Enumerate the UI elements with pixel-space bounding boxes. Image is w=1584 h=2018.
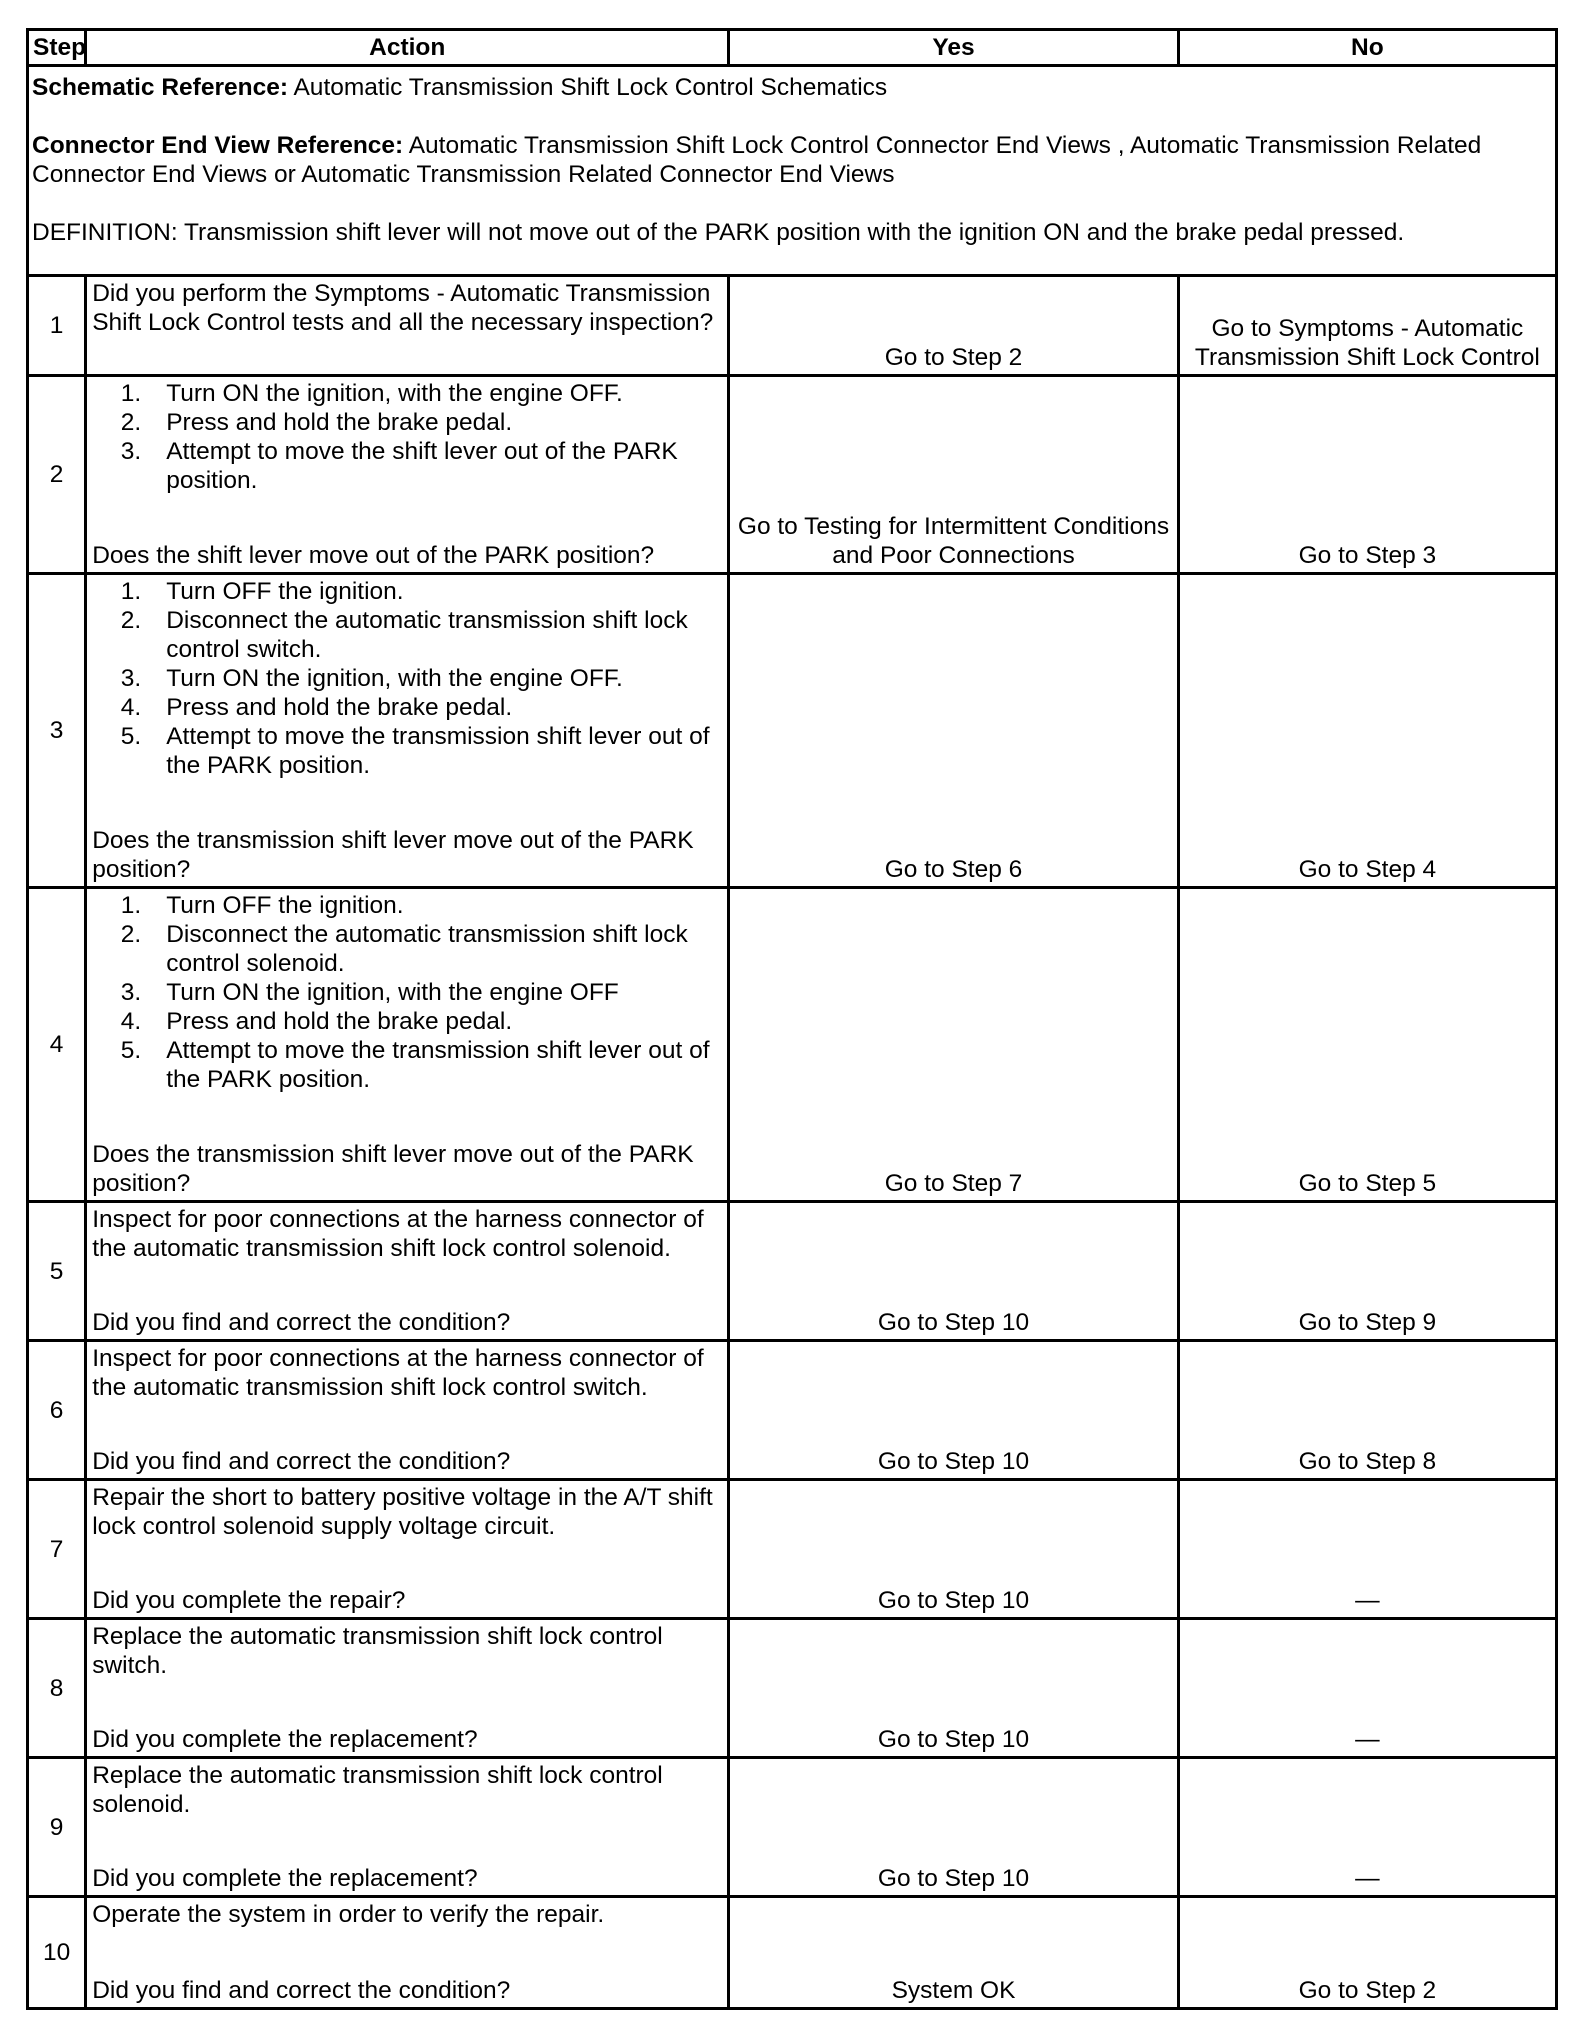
- diagnostic-table: [26, 28, 1558, 2010]
- action-instructions: [92, 379, 722, 495]
- action-content: [92, 1900, 722, 2005]
- action-question: Does the shift lever move out of the PARK position?: [92, 542, 655, 569]
- procedure-item-number: 2.: [120, 921, 142, 948]
- step-number: 9: [28, 1758, 86, 1897]
- yes-result: Go to Testing for Intermittent Conditions and Poor Connections: [729, 376, 1178, 574]
- reference-cell: [28, 66, 1557, 276]
- action-cell: [86, 1202, 729, 1341]
- action-cell: [86, 1619, 729, 1758]
- no-result: —: [1178, 1758, 1556, 1897]
- procedure-item-text: Disconnect the automatic transmission shift lock control switch.: [166, 607, 688, 663]
- procedure-item: [92, 891, 722, 920]
- action-cell: [86, 1480, 729, 1619]
- header-no: No: [1178, 30, 1556, 66]
- step-number: 10: [28, 1897, 86, 2009]
- procedure-item-number: 4.: [120, 694, 142, 721]
- procedure-list: [92, 577, 722, 780]
- action-instructions: [92, 1205, 722, 1263]
- header-row: [28, 30, 1557, 66]
- procedure-item: [92, 408, 722, 437]
- action-intro: Replace the automatic transmission shift lock control solenoid.: [92, 1762, 663, 1818]
- connector-reference-label: Connector End View Reference:: [32, 132, 404, 159]
- procedure-item: [92, 693, 722, 722]
- action-instructions: [92, 1483, 722, 1541]
- no-result: —: [1178, 1619, 1556, 1758]
- action-instructions: [92, 577, 722, 780]
- table-row: [28, 276, 1557, 376]
- table-row: [28, 1202, 1557, 1341]
- yes-result: Go to Step 6: [729, 574, 1178, 888]
- action-instructions: [92, 1761, 722, 1819]
- procedure-item: [92, 664, 722, 693]
- no-result: Go to Symptoms - Automatic Transmission Shift Lock Control: [1178, 276, 1556, 376]
- table-row: [28, 1758, 1557, 1897]
- connector-reference: [32, 131, 1552, 189]
- procedure-item: [92, 577, 722, 606]
- step-number: 1: [28, 276, 86, 376]
- yes-result: Go to Step 2: [729, 276, 1178, 376]
- action-question: Did you complete the replacement?: [92, 1726, 478, 1753]
- procedure-list: [92, 379, 722, 495]
- action-content: [92, 1622, 722, 1754]
- no-result: —: [1178, 1480, 1556, 1619]
- no-result: Go to Step 8: [1178, 1341, 1556, 1480]
- definition-text: DEFINITION: Transmission shift lever will not move out of the PARK position with the ignition ON and the brake pedal pressed.: [32, 219, 1405, 246]
- procedure-item-text: Turn OFF the ignition.: [166, 892, 404, 919]
- step-number: 2: [28, 376, 86, 574]
- action-instructions: [92, 1900, 722, 1929]
- schematic-reference-label: Schematic Reference:: [32, 74, 289, 101]
- table-row: [28, 888, 1557, 1202]
- procedure-item-text: Turn ON the ignition, with the engine OFF: [166, 979, 619, 1006]
- procedure-item-text: Press and hold the brake pedal.: [166, 694, 513, 721]
- procedure-item-text: Turn ON the ignition, with the engine OFF.: [166, 665, 623, 692]
- yes-result: Go to Step 10: [729, 1619, 1178, 1758]
- action-content: [92, 1344, 722, 1476]
- procedure-item: [92, 920, 722, 978]
- action-cell: [86, 1341, 729, 1480]
- action-intro: Inspect for poor connections at the harness connector of the automatic transmission shift lock control solenoid.: [92, 1206, 704, 1262]
- action-cell: [86, 1758, 729, 1897]
- step-number: 8: [28, 1619, 86, 1758]
- header-step: Step: [28, 30, 86, 66]
- yes-result: Go to Step 7: [729, 888, 1178, 1202]
- step-number: 5: [28, 1202, 86, 1341]
- action-content: [92, 577, 722, 884]
- header-action: Action: [86, 30, 729, 66]
- procedure-list: [92, 891, 722, 1094]
- table-row: [28, 574, 1557, 888]
- no-result: Go to Step 9: [1178, 1202, 1556, 1341]
- action-content: [92, 1483, 722, 1615]
- action-question: Did you find and correct the condition?: [92, 1977, 511, 2004]
- action-intro: Did you perform the Symptoms - Automatic Transmission Shift Lock Control tests and all the necessary inspection?: [92, 280, 714, 336]
- step-number: 6: [28, 1341, 86, 1480]
- action-cell: [86, 376, 729, 574]
- procedure-item-number: 1.: [120, 578, 142, 605]
- action-instructions: [92, 1344, 722, 1402]
- procedure-item-text: Attempt to move the transmission shift lever out of the PARK position.: [166, 723, 710, 779]
- procedure-item-text: Attempt to move the transmission shift lever out of the PARK position.: [166, 1037, 710, 1093]
- step-number: 3: [28, 574, 86, 888]
- no-result: Go to Step 2: [1178, 1897, 1556, 2009]
- action-content: [92, 279, 722, 372]
- procedure-item: [92, 379, 722, 408]
- procedure-item: [92, 978, 722, 1007]
- yes-result: Go to Step 10: [729, 1480, 1178, 1619]
- action-instructions: [92, 891, 722, 1094]
- action-question: Does the transmission shift lever move out of the PARK position?: [92, 1141, 694, 1197]
- action-intro: Repair the short to battery positive voltage in the A/T shift lock control solenoid supply voltage circuit.: [92, 1484, 713, 1540]
- reference-row: [28, 66, 1557, 276]
- step-number: 7: [28, 1480, 86, 1619]
- procedure-item-number: 5.: [120, 1037, 142, 1064]
- procedure-item: [92, 722, 722, 780]
- yes-result: Go to Step 10: [729, 1341, 1178, 1480]
- yes-result: System OK: [729, 1897, 1178, 2009]
- schematic-reference-text: Automatic Transmission Shift Lock Control Schematics: [288, 74, 888, 101]
- procedure-item: [92, 1036, 722, 1094]
- no-result: Go to Step 3: [1178, 376, 1556, 574]
- procedure-item-number: 1.: [120, 380, 142, 407]
- action-content: [92, 891, 722, 1198]
- action-intro: Operate the system in order to verify the repair.: [92, 1901, 605, 1928]
- action-instructions: [92, 279, 722, 337]
- action-question: Did you find and correct the condition?: [92, 1309, 511, 1336]
- action-cell: [86, 1897, 729, 2009]
- procedure-item-number: 5.: [120, 723, 142, 750]
- procedure-item-text: Turn ON the ignition, with the engine OFF.: [166, 380, 623, 407]
- action-cell: [86, 276, 729, 376]
- procedure-item-number: 2.: [120, 409, 142, 436]
- procedure-item-number: 2.: [120, 607, 142, 634]
- procedure-item-text: Attempt to move the shift lever out of the PARK position.: [166, 438, 678, 494]
- action-content: [92, 1761, 722, 1893]
- procedure-item-number: 3.: [120, 438, 142, 465]
- procedure-item-text: Press and hold the brake pedal.: [166, 409, 513, 436]
- procedure-item-number: 4.: [120, 1008, 142, 1035]
- table-row: [28, 1341, 1557, 1480]
- action-question: Did you find and correct the condition?: [92, 1448, 511, 1475]
- procedure-item: [92, 606, 722, 664]
- no-result: Go to Step 4: [1178, 574, 1556, 888]
- procedure-item-text: Press and hold the brake pedal.: [166, 1008, 513, 1035]
- procedure-item: [92, 1007, 722, 1036]
- procedure-item-number: 3.: [120, 979, 142, 1006]
- procedure-item-text: Disconnect the automatic transmission shift lock control solenoid.: [166, 921, 688, 977]
- no-result: Go to Step 5: [1178, 888, 1556, 1202]
- action-question: Did you complete the replacement?: [92, 1865, 478, 1892]
- procedure-item-number: 3.: [120, 665, 142, 692]
- action-cell: [86, 574, 729, 888]
- action-intro: Replace the automatic transmission shift lock control switch.: [92, 1623, 663, 1679]
- step-number: 4: [28, 888, 86, 1202]
- action-question: Did you complete the repair?: [92, 1587, 406, 1614]
- schematic-reference: [32, 73, 1552, 102]
- yes-result: Go to Step 10: [729, 1202, 1178, 1341]
- procedure-item-text: Turn OFF the ignition.: [166, 578, 404, 605]
- procedure-item: [92, 437, 722, 495]
- table-row: [28, 1619, 1557, 1758]
- procedure-item-number: 1.: [120, 892, 142, 919]
- action-content: [92, 379, 722, 570]
- action-cell: [86, 888, 729, 1202]
- action-intro: Inspect for poor connections at the harness connector of the automatic transmission shift lock control switch.: [92, 1345, 704, 1401]
- table-row: [28, 376, 1557, 574]
- action-content: [92, 1205, 722, 1337]
- action-instructions: [92, 1622, 722, 1680]
- table-row: [28, 1897, 1557, 2009]
- header-yes: Yes: [729, 30, 1178, 66]
- table-row: [28, 1480, 1557, 1619]
- action-question: Does the transmission shift lever move out of the PARK position?: [92, 827, 694, 883]
- yes-result: Go to Step 10: [729, 1758, 1178, 1897]
- connector-reference-text: Automatic Transmission Shift Lock Control Connector End Views , Automatic Transmission Related Connector End Views or Automatic Transmission Related Connector End Views: [32, 132, 1482, 188]
